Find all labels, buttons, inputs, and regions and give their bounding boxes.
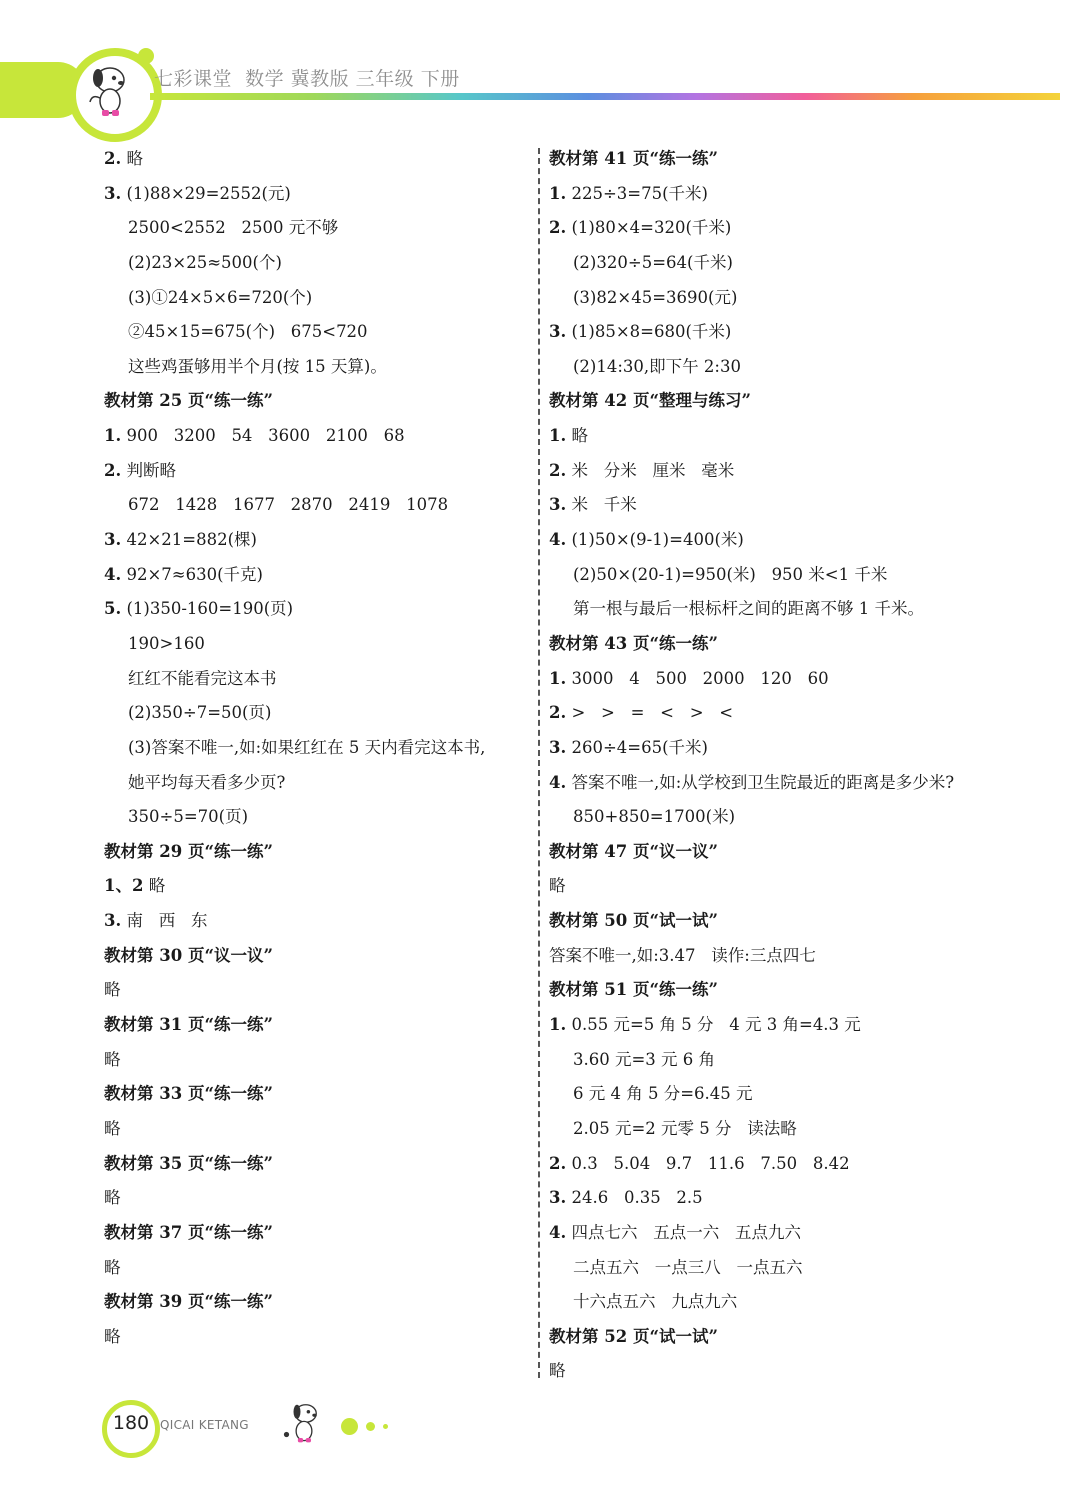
question-number: 2.: [549, 460, 567, 480]
answer-line: [104, 177, 534, 212]
column-divider: [538, 148, 540, 1378]
question-number: 4.: [549, 1222, 567, 1242]
answer-text: 2.05 元=2 元零 5 分 读法略: [573, 1118, 797, 1138]
section-heading-text: 教材第 52 页“试一试”: [549, 1326, 718, 1346]
section-heading-text: 教材第 42 页“整理与练习”: [549, 391, 751, 411]
answer-text: 判断略: [126, 460, 176, 480]
question-number: 2.: [104, 460, 122, 480]
section-heading-text: 教材第 29 页“练一练”: [104, 841, 273, 861]
question-number: 2.: [549, 703, 567, 723]
answer-text: 0.3 5.04 9.7 11.6 7.50 8.42: [571, 1153, 850, 1173]
answer-text: (3)82×45=3690(元): [573, 287, 738, 307]
question-number: 3.: [549, 1188, 567, 1208]
answer-text: (3)①24×5×6=720(个): [128, 287, 313, 307]
answer-text: 略: [104, 1188, 121, 1208]
answer-line: [549, 177, 979, 212]
answer-line: [104, 973, 534, 1008]
answer-text: (1)50×(9-1)=400(米): [571, 530, 744, 550]
section-heading-text: 教材第 47 页“议一议”: [549, 841, 718, 861]
answer-text: 这些鸡蛋够用半个月(按 15 天算)。: [128, 356, 387, 376]
answer-line: [549, 800, 979, 835]
answer-line: [549, 766, 979, 801]
answer-text: 略: [148, 876, 166, 896]
answer-text: 十六点五六 九点九六: [573, 1292, 738, 1312]
answer-line: [549, 315, 979, 350]
answer-text: ②45×15=675(个) 675<720: [128, 322, 368, 342]
question-number: 4.: [104, 564, 122, 584]
answer-line: [104, 315, 534, 350]
question-number: 4.: [549, 530, 567, 550]
answer-text: 略: [104, 1257, 121, 1277]
answer-text: (2)350÷7=50(页): [128, 703, 272, 723]
question-number: 3.: [549, 322, 567, 342]
answer-line: [104, 558, 534, 593]
answer-text: (3)答案不唯一,如:如果红红在 5 天内看完这本书,: [128, 737, 486, 757]
question-number: 1.: [549, 668, 567, 688]
answer-text: 略: [549, 1361, 566, 1381]
answer-line: [104, 1251, 534, 1286]
answer-line: [549, 696, 979, 731]
answer-text: (1)80×4=320(千米): [571, 218, 732, 238]
answer-line: [549, 211, 979, 246]
answer-line: [549, 488, 979, 523]
section-heading-text: 教材第 39 页“练一练”: [104, 1292, 273, 1312]
answer-text: (2)14:30,即下午 2:30: [573, 356, 741, 376]
answer-line: [549, 1251, 979, 1286]
section-heading-text: 教材第 41 页“练一练”: [549, 149, 718, 168]
answer-line: [549, 1077, 979, 1112]
answer-text: 6 元 4 角 5 分=6.45 元: [573, 1084, 753, 1104]
question-number: 1.: [104, 426, 122, 446]
answer-line: [549, 246, 979, 281]
answer-line: [549, 350, 979, 385]
header-book-title: 七彩课堂 数学 冀教版 三年级 下册: [154, 68, 460, 90]
answer-line: [104, 592, 534, 627]
section-heading: [104, 384, 534, 419]
answer-line: [104, 1320, 534, 1355]
answer-text: 350÷5=70(页): [128, 807, 249, 827]
question-number: 5.: [104, 599, 122, 619]
answer-text: 米 分米 厘米 毫米: [571, 460, 735, 480]
answer-line: [549, 1354, 979, 1389]
section-heading: [104, 1285, 534, 1320]
answer-line: [104, 731, 534, 766]
answer-line: [104, 1112, 534, 1147]
answer-text: (1)85×8=680(千米): [571, 322, 732, 342]
question-number: 3.: [549, 495, 567, 515]
answer-text: 略: [126, 149, 143, 168]
answer-line: [104, 1181, 534, 1216]
answer-text: 略: [571, 426, 588, 446]
answer-text: (2)23×25≈500(个): [128, 252, 282, 272]
answer-text: 略: [104, 1326, 121, 1346]
answer-text: 42×21=882(棵): [126, 530, 257, 550]
section-heading: [549, 835, 979, 870]
answer-line: [104, 766, 534, 801]
question-number: 4.: [549, 772, 567, 792]
answer-line: [104, 696, 534, 731]
answer-line: [104, 869, 534, 904]
answer-line: [104, 246, 534, 281]
answer-column-left: [104, 142, 534, 1354]
answer-text: 略: [104, 980, 121, 1000]
answer-text: 3000 4 500 2000 120 60: [571, 668, 829, 688]
section-heading-text: 教材第 50 页“试一试”: [549, 911, 718, 931]
answer-text: 3.60 元=3 元 6 角: [573, 1049, 716, 1069]
answer-text: 略: [104, 1118, 121, 1138]
section-heading: [549, 142, 979, 177]
page-number: 180: [112, 1412, 150, 1434]
section-heading-text: 教材第 25 页“练一练”: [104, 391, 273, 411]
answer-text: 第一根与最后一根标杆之间的距离不够 1 千米。: [573, 599, 924, 619]
answer-line: [104, 1043, 534, 1078]
answer-text: 答案不唯一,如:从学校到卫生院最近的距离是多少米?: [571, 772, 955, 792]
answer-text: 四点七六 五点一六 五点九六: [571, 1222, 801, 1242]
question-number: 1.: [549, 1015, 567, 1035]
section-heading: [549, 904, 979, 939]
answer-line: [104, 800, 534, 835]
answer-text: 260÷4=65(千米): [571, 737, 708, 757]
answer-line: [549, 1043, 979, 1078]
answer-line: [104, 211, 534, 246]
answer-text: 2500<2552 2500 元不够: [128, 218, 339, 238]
section-heading-text: 教材第 33 页“练一练”: [104, 1084, 273, 1104]
answer-text: (2)320÷5=64(千米): [573, 252, 733, 272]
answer-text: 900 3200 54 3600 2100 68: [126, 426, 405, 446]
answer-text: 红红不能看完这本书: [128, 668, 277, 688]
answer-text: 190>160: [128, 633, 205, 653]
section-heading: [549, 384, 979, 419]
answer-text: 略: [104, 1049, 121, 1069]
cartoon-dog-icon: [78, 60, 142, 124]
question-number: 2.: [549, 1153, 567, 1173]
answer-line: [549, 939, 979, 974]
section-heading-text: 教材第 37 页“练一练”: [104, 1222, 273, 1242]
question-number: 1.: [549, 426, 567, 446]
question-number: 3.: [104, 183, 122, 203]
question-number: 3.: [104, 911, 122, 931]
answer-line: [104, 350, 534, 385]
section-heading-text: 教材第 35 页“练一练”: [104, 1153, 273, 1173]
question-number: 2.: [549, 218, 567, 238]
section-heading: [104, 1008, 534, 1043]
section-heading: [104, 835, 534, 870]
question-number: 3.: [549, 737, 567, 757]
answer-line: [104, 419, 534, 454]
answer-line: [549, 1147, 979, 1182]
answer-line: [549, 1008, 979, 1043]
section-heading: [104, 1216, 534, 1251]
answer-line: [549, 731, 979, 766]
answer-line: [549, 1285, 979, 1320]
answer-line: [104, 662, 534, 697]
section-heading: [104, 939, 534, 974]
section-heading: [104, 1077, 534, 1112]
answer-column-right: [549, 142, 979, 1389]
question-number: 2.: [104, 149, 122, 168]
answer-text: 她平均每天看多少页?: [128, 772, 286, 792]
footer-brand: QICAI KETANG: [160, 1418, 249, 1432]
answer-line: [549, 454, 979, 489]
answer-line: [549, 1112, 979, 1147]
question-number: 1、2: [104, 876, 144, 896]
answer-text: (1)88×29=2552(元): [126, 183, 291, 203]
cartoon-dog-icon: [276, 1396, 332, 1452]
answer-line: [549, 523, 979, 558]
section-heading-text: 教材第 30 页“议一议”: [104, 945, 273, 965]
answer-line: [549, 1181, 979, 1216]
answer-line: [104, 454, 534, 489]
answer-line: [549, 419, 979, 454]
footer-decor-dot: [383, 1424, 388, 1429]
answer-text: 答案不唯一,如:3.47 读作:三点四七: [549, 945, 816, 965]
answer-text: 略: [549, 876, 566, 896]
answer-text: (1)350-160=190(页): [126, 599, 294, 619]
answer-line: [549, 592, 979, 627]
section-heading: [549, 627, 979, 662]
answer-line: [104, 488, 534, 523]
answer-text: 850+850=1700(米): [573, 807, 736, 827]
footer-decor-dot: [366, 1422, 375, 1431]
answer-text: > > = < > <: [571, 703, 734, 723]
answer-text: 米 千米: [571, 495, 637, 515]
answer-line: [104, 142, 534, 177]
header-rainbow-bar: [150, 93, 1060, 100]
answer-line: [549, 662, 979, 697]
question-number: 3.: [104, 530, 122, 550]
answer-line: [549, 558, 979, 593]
answer-text: 0.55 元=5 角 5 分 4 元 3 角=4.3 元: [571, 1015, 861, 1035]
answer-line: [104, 523, 534, 558]
section-heading-text: 教材第 43 页“练一练”: [549, 633, 718, 653]
answer-line: [549, 869, 979, 904]
answer-text: 南 西 东: [126, 911, 208, 931]
section-heading: [549, 973, 979, 1008]
answer-line: [549, 281, 979, 316]
answer-text: 225÷3=75(千米): [571, 183, 708, 203]
question-number: 1.: [549, 183, 567, 203]
answer-line: [104, 904, 534, 939]
answer-line: [549, 1216, 979, 1251]
answer-text: 672 1428 1677 2870 2419 1078: [128, 495, 449, 515]
answer-text: 92×7≈630(千克): [126, 564, 263, 584]
answer-text: 24.6 0.35 2.5: [571, 1188, 703, 1208]
answer-line: [104, 281, 534, 316]
footer-decor-dot: [341, 1418, 358, 1435]
section-heading: [549, 1320, 979, 1355]
answer-line: [104, 627, 534, 662]
section-heading-text: 教材第 31 页“练一练”: [104, 1015, 273, 1035]
answer-text: (2)50×(20-1)=950(米) 950 米<1 千米: [573, 564, 888, 584]
section-heading: [104, 1147, 534, 1182]
section-heading-text: 教材第 51 页“练一练”: [549, 980, 718, 1000]
answer-text: 二点五六 一点三八 一点五六: [573, 1257, 803, 1277]
